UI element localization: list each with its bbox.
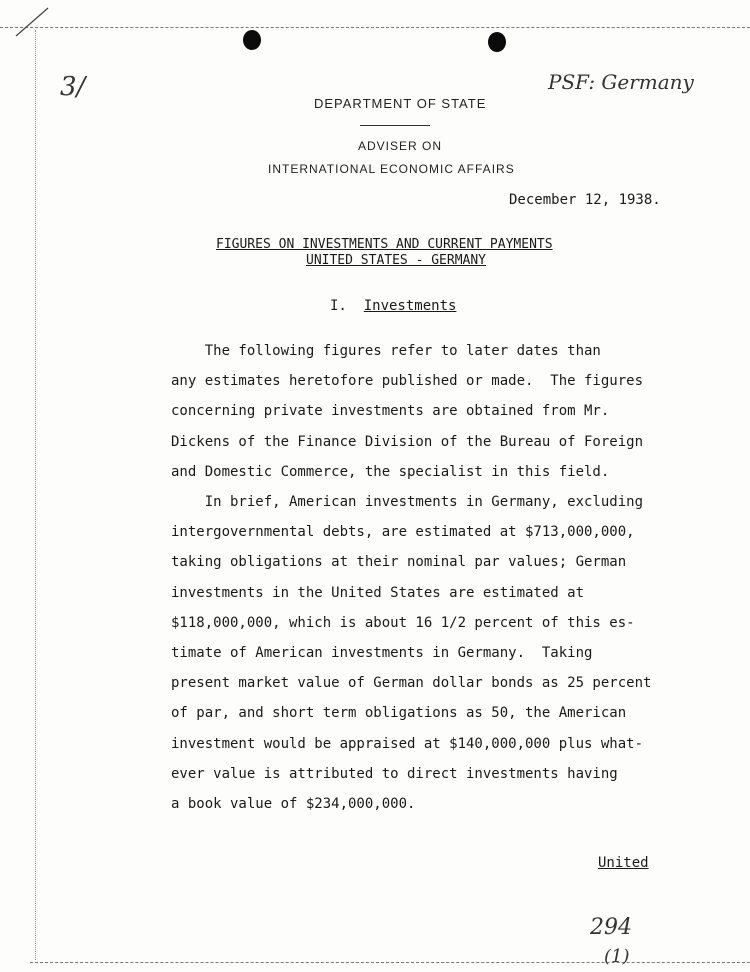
- paragraph-1: The following figures refer to later dates than any estimates heretofore published or made. The figures concerning private investments are obtained from Mr. Dickens of the Finance Division of the Bureau of Foreign and Domestic Commerce, the specialist in this field.: [171, 343, 644, 480]
- handwritten-page-number: 294: [590, 915, 632, 940]
- punch-hole-right: [488, 32, 506, 52]
- adviser-label: ADVISER ON: [358, 139, 443, 153]
- header-rule: [360, 125, 430, 126]
- office-name: INTERNATIONAL ECONOMIC AFFAIRS: [268, 162, 515, 176]
- handwritten-fraction: 3/: [60, 72, 86, 102]
- handwritten-bottom-mark: (1): [604, 946, 630, 967]
- handwritten-filing-note: PSF: Germany: [548, 70, 694, 94]
- section-name: Investments: [363, 298, 457, 314]
- section-heading: [330, 298, 456, 314]
- punch-hole-left: [243, 30, 261, 50]
- scan-edge-bottom: [30, 962, 750, 963]
- department-header: DEPARTMENT OF STATE: [314, 96, 487, 111]
- corner-mark: [14, 6, 54, 46]
- paragraph-2: In brief, American investments in Germany, excluding intergovernmental debts, are estimated at $713,000,000, taking obligations at their nominal par values; German investments in the United States are estimated at $118,000,000, which is about 16 1/2 percent of this es- timate of American investments in Germany. Taking present market value of German dollar bonds as 25 percent of par, and short term obligations as 50, the American investment would be appraised at $140,000,000 plus what- ever value is attributed to direct investments having a book value of $234,000,000.: [171, 494, 652, 813]
- document-date: December 12, 1938.: [509, 192, 661, 208]
- scan-edge-top: [0, 27, 750, 28]
- document-title-line-1: FIGURES ON INVESTMENTS AND CURRENT PAYMENTS: [216, 237, 553, 252]
- section-number: I.: [330, 298, 347, 314]
- document-title-line-2: UNITED STATES - GERMANY: [306, 253, 487, 268]
- catchword: United: [598, 855, 649, 871]
- scan-edge-left: [35, 30, 36, 960]
